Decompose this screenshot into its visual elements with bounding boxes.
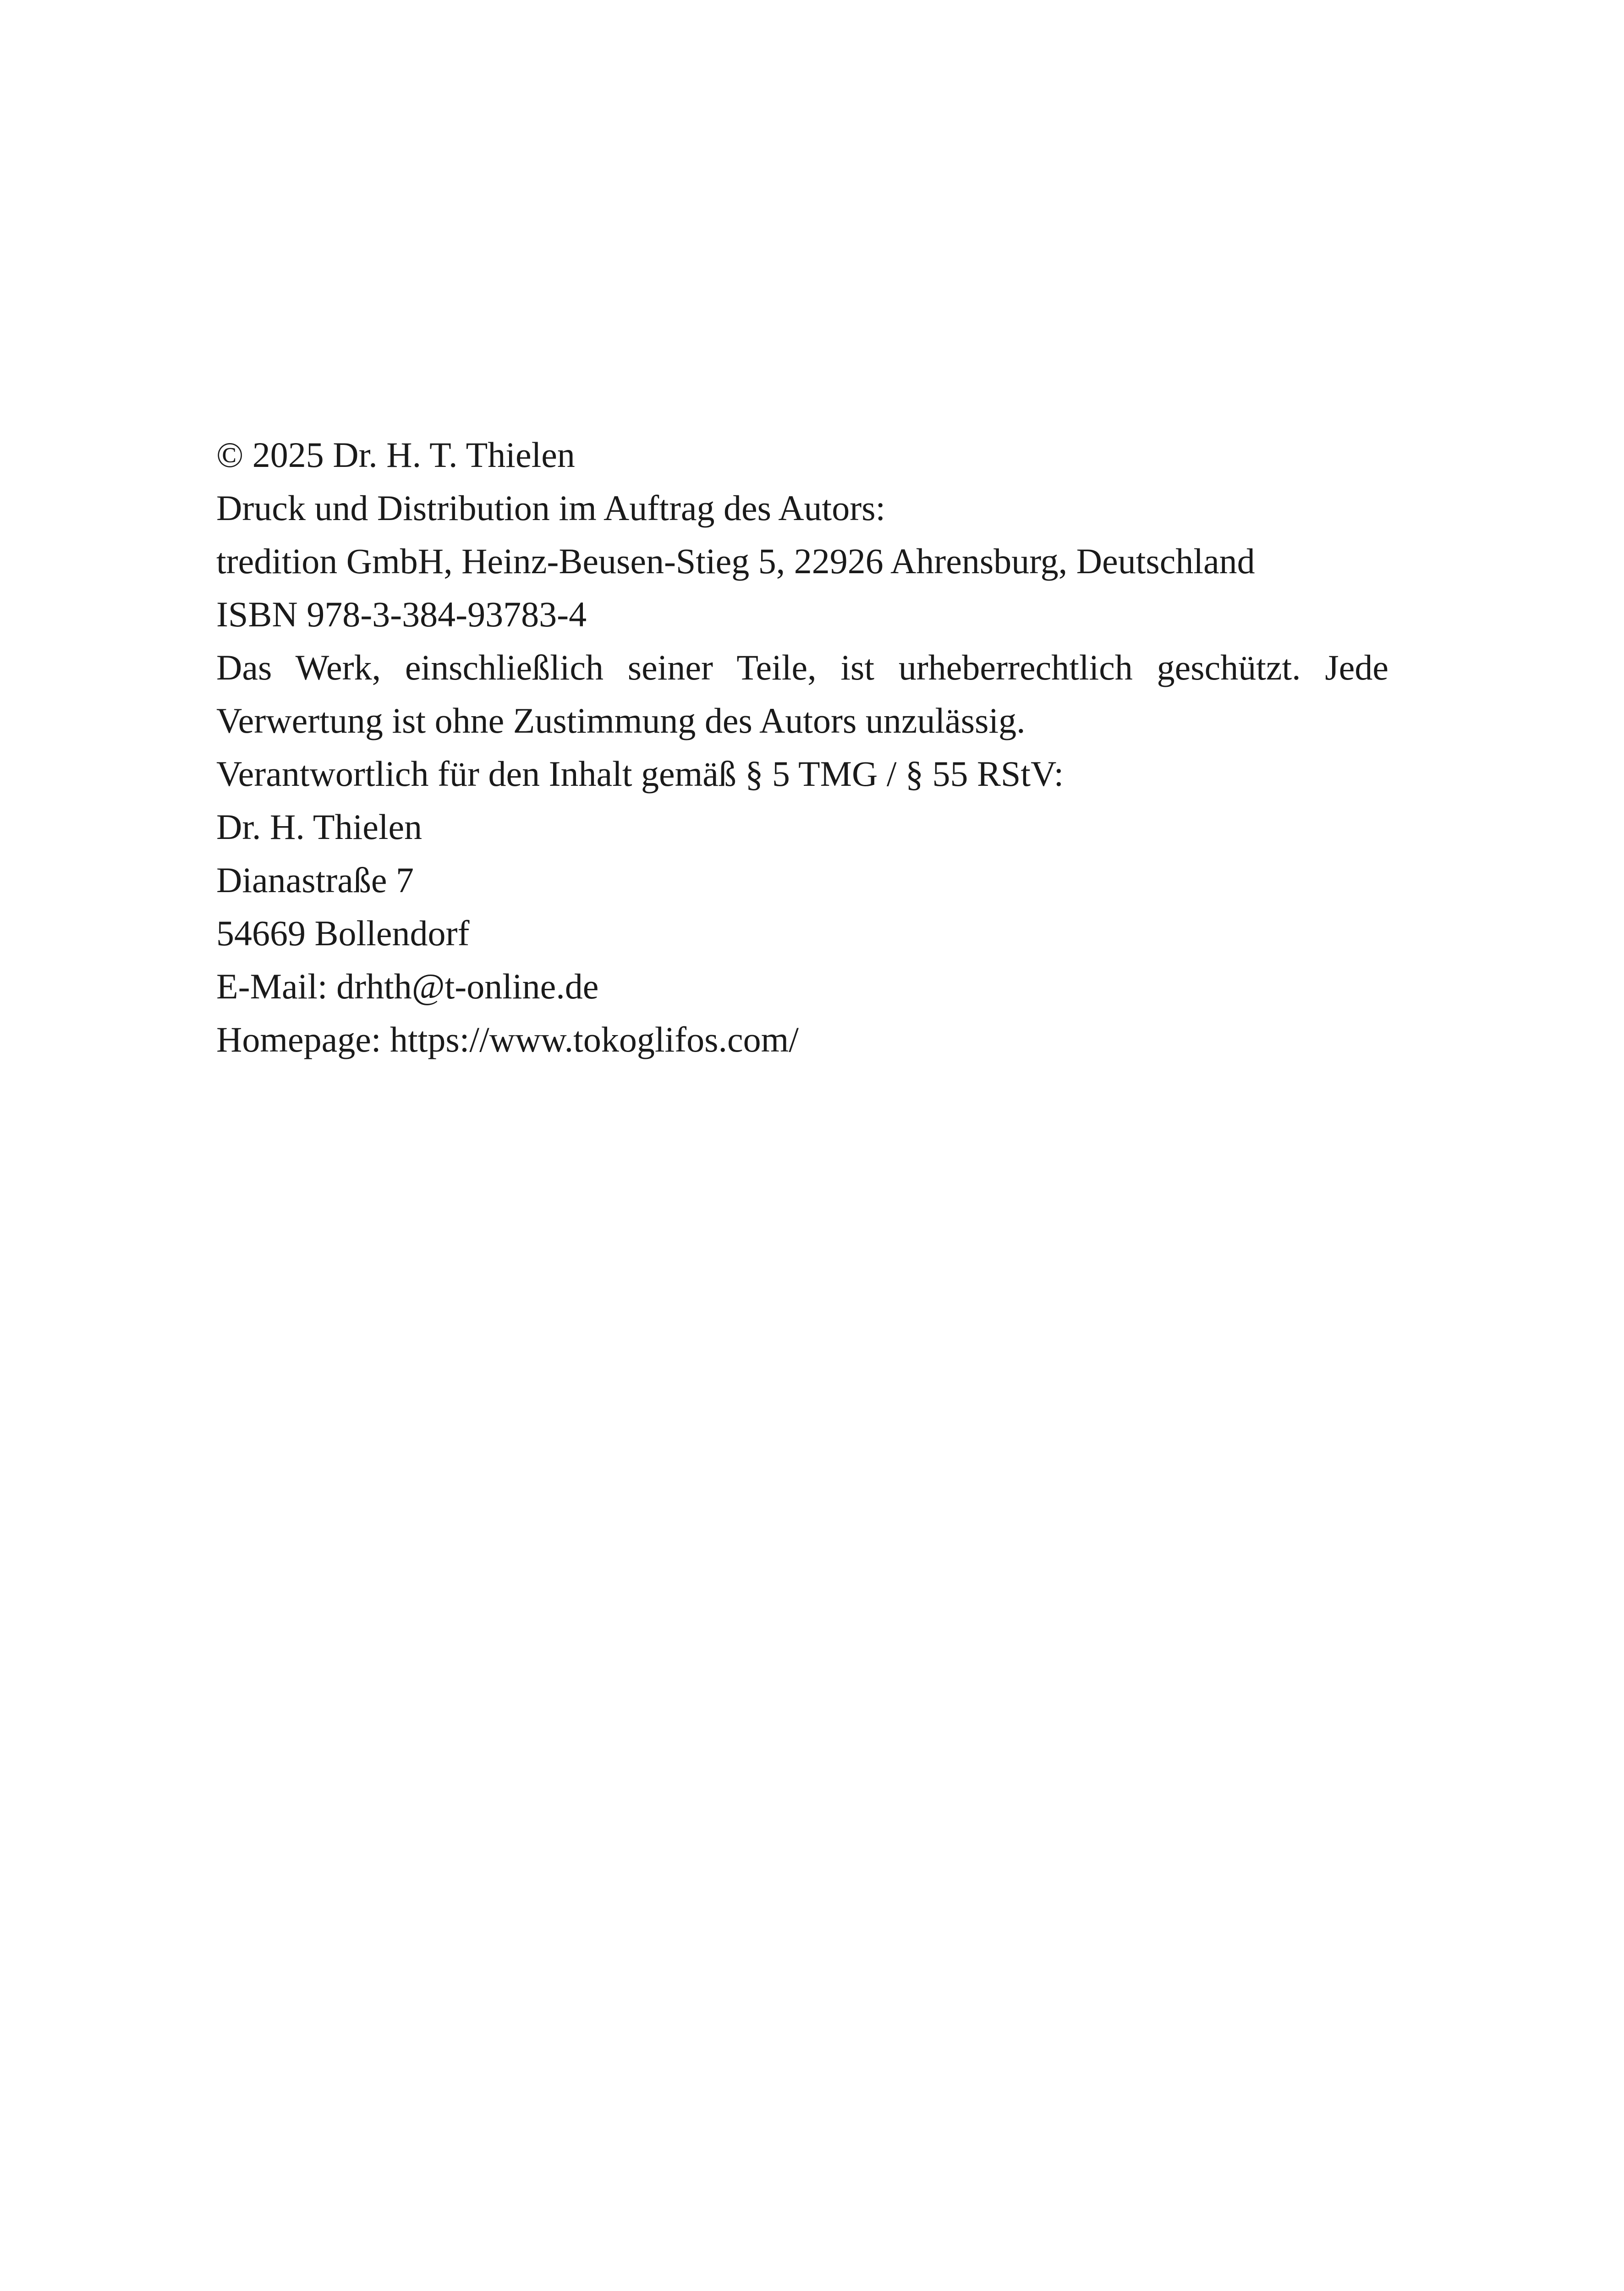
copyright-notice: Das Werk, einschließlich seiner Teile, ist urheberrechtlich geschützt. Jede Verwertung ist ohne Zustimmung des Autors unzulässig. (216, 647, 1388, 740)
responsible-street: Dianastraße 7 (216, 860, 414, 900)
distribution-address: tredition GmbH, Heinz-Beusen-Stieg 5, 22926 Ahrensburg, Deutschland (216, 541, 1255, 581)
distribution-label: Druck und Distribution im Auftrag des Autors: (216, 488, 886, 528)
isbn-line (216, 588, 1388, 641)
responsible-label: Verantwortlich für den Inhalt gemäß § 5 TMG / § 55 RStV: (216, 754, 1064, 794)
copyright-line (216, 428, 1388, 482)
homepage-line[interactable]: Homepage: https://www.tokoglifos.com/ (216, 1019, 799, 1059)
distribution-block (216, 482, 1388, 588)
copyright-text: © 2025 Dr. H. T. Thielen (216, 435, 575, 475)
responsible-city: 54669 Bollendorf (216, 913, 470, 953)
imprint-text (216, 428, 1388, 1066)
isbn-text: ISBN 978-3-384-93783-4 (216, 594, 587, 634)
responsible-name: Dr. H. Thielen (216, 807, 422, 847)
legal-block (216, 641, 1388, 1066)
email-line[interactable]: E-Mail: drhth@t-online.de (216, 966, 599, 1006)
